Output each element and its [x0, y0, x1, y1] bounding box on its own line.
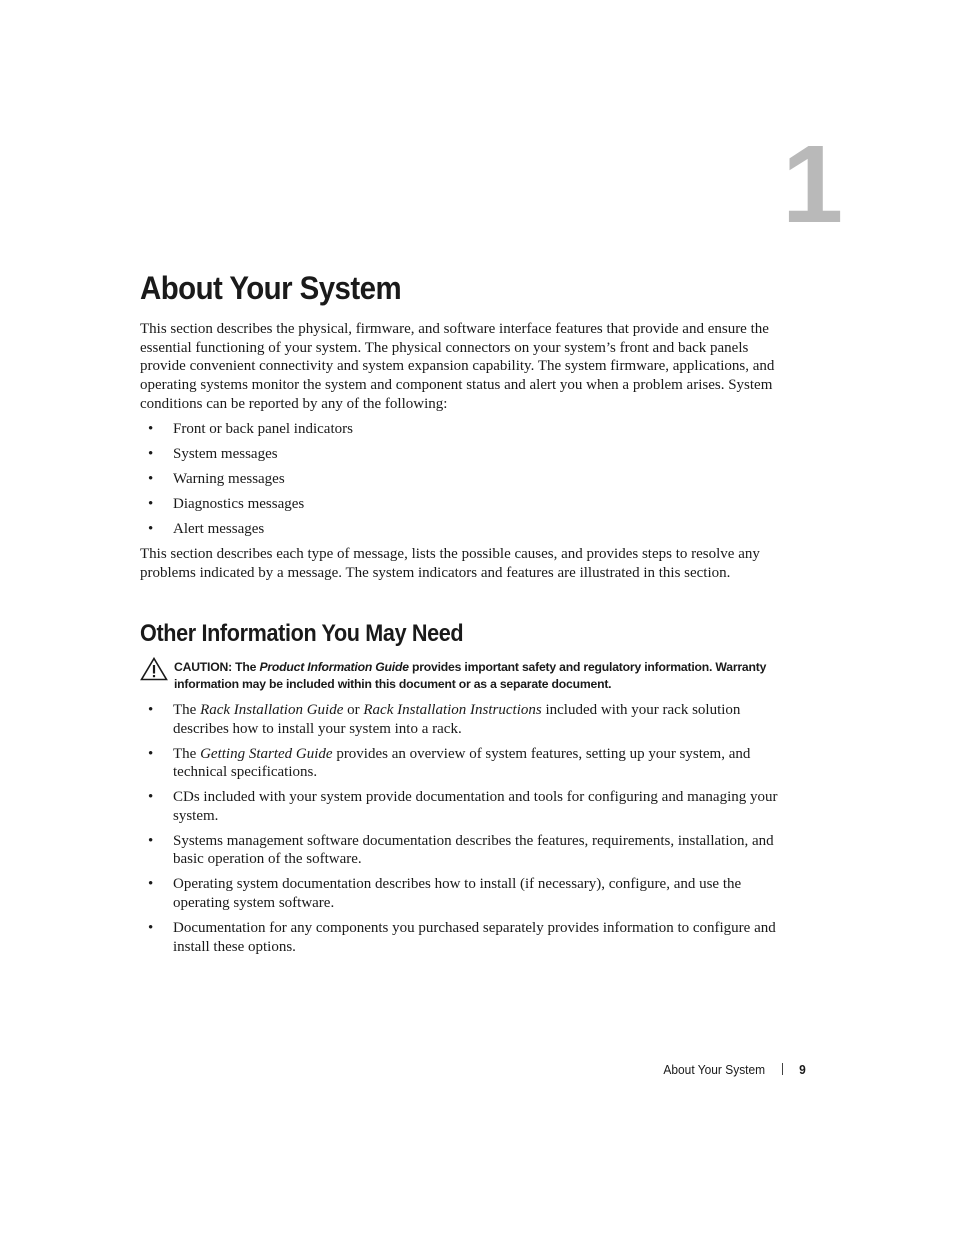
- section-title: Other Information You May Need: [140, 620, 464, 647]
- footer-divider: [782, 1063, 783, 1075]
- list-item: • Warning messages: [148, 471, 285, 487]
- chapter-number: 1: [782, 123, 842, 246]
- caution-label: CAUTION:: [174, 660, 232, 674]
- bullet-icon: •: [148, 832, 154, 849]
- list-item: • Alert messages: [148, 521, 265, 537]
- caution-triangle-icon: [140, 657, 168, 681]
- page-number: 9: [799, 1062, 806, 1077]
- bullet-icon: •: [148, 521, 154, 537]
- page-footer: [664, 1061, 806, 1079]
- bullet-icon: •: [148, 919, 154, 936]
- indicator-list: [140, 420, 786, 545]
- list-item: • Front or back panel indicators: [148, 421, 353, 437]
- list-item: • Systems management software documentation describes the features, requirements, installation, and basic operation of the software.: [148, 832, 774, 868]
- bullet-icon: •: [148, 471, 154, 487]
- list-item: • Operating system documentation describes how to install (if necessary), configure, and use the operating system software.: [148, 876, 742, 912]
- list-item: • System messages: [148, 446, 278, 462]
- list-item: • The Getting Started Guide provides an overview of system features, setting up your system, and technical specifications.: [148, 745, 751, 781]
- list-item: • Documentation for any components you purchased separately provides information to configure and install these options.: [148, 919, 776, 955]
- page-title: About Your System: [140, 270, 402, 306]
- bullet-icon: •: [148, 446, 154, 462]
- caution-text: CAUTION: The Product Information Guide provides important safety and regulatory information. Warranty information may be included within this document or as a separate document.: [174, 660, 767, 691]
- bullet-icon: •: [148, 702, 154, 718]
- intro-paragraph: This section describes the physical, firmware, and software interface features that provide and ensure the essential functioning of your system. The physical connectors on your system’s front and back panels provide convenient connectivity and system expansion capability. The system firmware, applications, and operating systems monitor the system and component status and alert you when a problem arises. System conditions can be reported by any of the following:: [140, 321, 775, 412]
- documentation-list: [140, 701, 786, 963]
- bullet-icon: •: [148, 876, 154, 893]
- list-item: • The Rack Installation Guide or Rack Installation Instructions included with your rack solution describes how to install your system into a rack.: [148, 702, 741, 737]
- bullet-icon: •: [148, 789, 154, 806]
- bullet-icon: •: [148, 745, 154, 762]
- list-item: • Diagnostics messages: [148, 496, 305, 512]
- caution-doc-title: Product Information Guide: [259, 660, 409, 674]
- footer-chapter-name: About Your System: [663, 1062, 766, 1077]
- list-item: • CDs included with your system provide documentation and tools for configuring and managing your system.: [148, 789, 778, 824]
- bullet-icon: •: [148, 421, 154, 437]
- outro-paragraph: This section describes each type of message, lists the possible causes, and provides steps to resolve any problems indicated by a message. The system indicators and features are illustrated in this section.: [140, 546, 760, 581]
- bullet-icon: •: [148, 496, 154, 512]
